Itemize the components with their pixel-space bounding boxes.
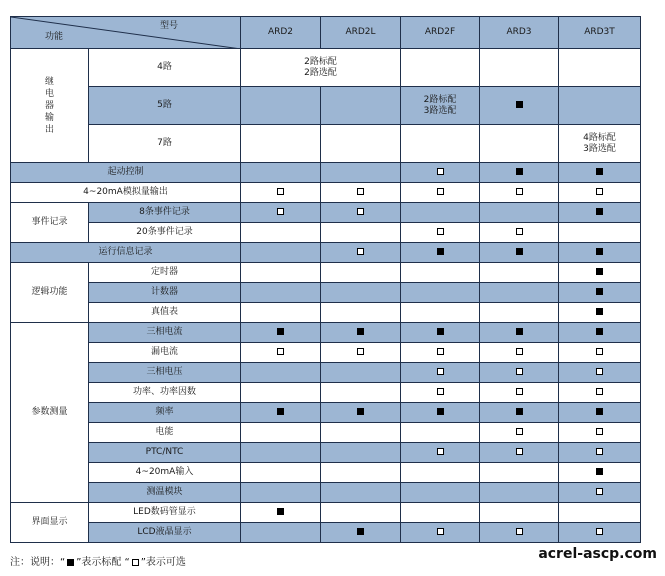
row-label: 4~20mA模拟量输出 (11, 183, 241, 203)
standard-mark-icon (516, 408, 523, 415)
cell-empty (241, 263, 321, 283)
cell-std (480, 163, 559, 183)
model-header: ARD2F (401, 17, 480, 49)
cell-std (559, 163, 641, 183)
model-header: ARD3 (480, 17, 559, 49)
optional-mark-icon (596, 388, 603, 395)
standard-mark-icon (277, 328, 284, 335)
cell-opt (401, 163, 480, 183)
standard-mark-icon (516, 328, 523, 335)
standard-mark-icon (516, 248, 523, 255)
row-label: 测温模块 (89, 483, 241, 503)
cell-empty (480, 203, 559, 223)
row-label: 漏电流 (89, 343, 241, 363)
cell-opt (321, 343, 401, 363)
note-mid: ”表示标配 “ (76, 557, 130, 568)
row-label: LCD液晶显示 (89, 523, 241, 543)
cell-empty (559, 49, 641, 87)
cell-opt (480, 343, 559, 363)
cell-std (559, 403, 641, 423)
optional-mark-icon (277, 348, 284, 355)
cell-empty (241, 163, 321, 183)
row-label: 三相电流 (89, 323, 241, 343)
standard-mark-icon (596, 328, 603, 335)
cell-empty (401, 463, 480, 483)
header-function-label: 功能 (45, 32, 64, 42)
cell-std (480, 243, 559, 263)
cell-empty (321, 303, 401, 323)
cell-std (480, 87, 559, 125)
cell-empty (241, 243, 321, 263)
cell-std (480, 403, 559, 423)
group-event: 事件记录 (11, 203, 89, 243)
cell-opt (321, 243, 401, 263)
cell-opt (559, 383, 641, 403)
standard-mark-icon (357, 528, 364, 535)
cell-empty (321, 383, 401, 403)
cell-std (559, 463, 641, 483)
row-label: 起动控制 (11, 163, 241, 183)
optional-mark-icon (437, 388, 444, 395)
standard-mark-icon (357, 328, 364, 335)
cell-empty (559, 87, 641, 125)
cell-empty (321, 163, 401, 183)
cell-empty (401, 49, 480, 87)
optional-mark-icon (277, 208, 284, 215)
standard-mark-icon (596, 268, 603, 275)
cell-empty (241, 283, 321, 303)
optional-mark-icon (596, 488, 603, 495)
row-label: 三相电压 (89, 363, 241, 383)
note-suffix: ”表示可选 (140, 557, 186, 568)
cell-empty (241, 463, 321, 483)
cell-opt (241, 343, 321, 363)
cell-opt (480, 363, 559, 383)
cell-empty (321, 363, 401, 383)
cell-opt (401, 523, 480, 543)
cell-empty (401, 203, 480, 223)
cell-empty (321, 283, 401, 303)
cell-empty (559, 223, 641, 243)
optional-mark-icon (437, 168, 444, 175)
relay7-ard3t-text: 4路标配 3路选配 (559, 125, 641, 163)
optional-mark-icon (437, 528, 444, 535)
optional-mark-icon (357, 208, 364, 215)
standard-mark-icon (596, 308, 603, 315)
cell-opt (559, 423, 641, 443)
optional-mark-icon (516, 448, 523, 455)
row-label: 真值表 (89, 303, 241, 323)
optional-mark-icon (437, 448, 444, 455)
optional-mark-icon (357, 248, 364, 255)
row-label: 8条事件记录 (89, 203, 241, 223)
cell-std (321, 323, 401, 343)
standard-mark-icon (357, 408, 364, 415)
cell-empty (321, 483, 401, 503)
cell-opt (241, 203, 321, 223)
cell-opt (480, 223, 559, 243)
standard-mark-icon (67, 559, 74, 566)
cell-empty (401, 283, 480, 303)
cell-std (559, 283, 641, 303)
optional-mark-icon (516, 528, 523, 535)
optional-mark-icon (277, 188, 284, 195)
cell-empty (241, 223, 321, 243)
optional-mark-icon (596, 368, 603, 375)
cell-empty (480, 483, 559, 503)
relay5-ard2f-text: 2路标配 3路选配 (401, 87, 480, 125)
row-label: 5路 (89, 87, 241, 125)
optional-mark-icon (437, 228, 444, 235)
cell-std (321, 403, 401, 423)
cell-std (559, 323, 641, 343)
cell-opt (321, 183, 401, 203)
optional-mark-icon (596, 428, 603, 435)
spec-table (10, 16, 641, 543)
cell-std (241, 403, 321, 423)
cell-empty (401, 303, 480, 323)
cell-opt (401, 383, 480, 403)
cell-empty (321, 423, 401, 443)
cell-empty (241, 483, 321, 503)
standard-mark-icon (277, 408, 284, 415)
optional-mark-icon (357, 188, 364, 195)
optional-mark-icon (437, 348, 444, 355)
standard-mark-icon (596, 288, 603, 295)
model-header: ARD2 (241, 17, 321, 49)
cell-empty (480, 283, 559, 303)
row-label: 运行信息记录 (11, 243, 241, 263)
relay4-ard2-text: 2路标配 2路选配 (241, 49, 401, 87)
optional-mark-icon (596, 188, 603, 195)
cell-empty (321, 223, 401, 243)
cell-empty (480, 503, 559, 523)
cell-opt (559, 183, 641, 203)
cell-opt (559, 343, 641, 363)
cell-std (559, 303, 641, 323)
model-header: ARD3T (559, 17, 641, 49)
cell-std (401, 403, 480, 423)
cell-empty (321, 263, 401, 283)
standard-mark-icon (596, 468, 603, 475)
cell-empty (401, 503, 480, 523)
standard-mark-icon (516, 101, 523, 108)
cell-empty (559, 503, 641, 523)
cell-std (401, 323, 480, 343)
cell-empty (480, 463, 559, 483)
cell-empty (321, 463, 401, 483)
row-label: 7路 (89, 125, 241, 163)
standard-mark-icon (516, 168, 523, 175)
cell-opt (401, 443, 480, 463)
cell-opt (480, 443, 559, 463)
row-label: 电能 (89, 423, 241, 443)
row-label: 20条事件记录 (89, 223, 241, 243)
cell-opt (480, 423, 559, 443)
group-relay: 继电器输出 (11, 49, 89, 163)
header-model-label: 型号 (159, 21, 178, 31)
cell-std (559, 203, 641, 223)
cell-empty (480, 263, 559, 283)
cell-std (401, 243, 480, 263)
cell-empty (241, 443, 321, 463)
optional-mark-icon (596, 448, 603, 455)
cell-empty (401, 263, 480, 283)
note-prefix: 注：说明：“ (10, 557, 66, 568)
cell-opt (401, 223, 480, 243)
cell-empty (480, 303, 559, 323)
standard-mark-icon (596, 168, 603, 175)
cell-empty (480, 49, 559, 87)
standard-mark-icon (437, 248, 444, 255)
group-measure: 参数测量 (11, 323, 89, 503)
row-label: 计数器 (89, 283, 241, 303)
cell-opt (321, 203, 401, 223)
cell-empty (241, 363, 321, 383)
cell-empty (241, 423, 321, 443)
cell-empty (321, 443, 401, 463)
standard-mark-icon (437, 328, 444, 335)
row-label: 定时器 (89, 263, 241, 283)
standard-mark-icon (596, 208, 603, 215)
cell-empty (321, 125, 401, 163)
optional-mark-icon (132, 559, 139, 566)
cell-std (241, 503, 321, 523)
row-label: PTC/NTC (89, 443, 241, 463)
optional-mark-icon (516, 348, 523, 355)
cell-opt (241, 183, 321, 203)
cell-empty (321, 87, 401, 125)
cell-empty (241, 303, 321, 323)
optional-mark-icon (516, 388, 523, 395)
optional-mark-icon (516, 188, 523, 195)
cell-empty (241, 523, 321, 543)
optional-mark-icon (357, 348, 364, 355)
cell-empty (321, 503, 401, 523)
cell-empty (480, 125, 559, 163)
model-header: ARD2L (321, 17, 401, 49)
cell-opt (559, 443, 641, 463)
row-label: 频率 (89, 403, 241, 423)
cell-empty (241, 383, 321, 403)
cell-opt (559, 523, 641, 543)
group-logic: 逻辑功能 (11, 263, 89, 323)
standard-mark-icon (596, 408, 603, 415)
cell-std (559, 263, 641, 283)
cell-opt (480, 183, 559, 203)
cell-empty (401, 423, 480, 443)
cell-opt (559, 363, 641, 383)
legend-note (10, 553, 186, 568)
optional-mark-icon (596, 528, 603, 535)
watermark: acrel-ascp.com (538, 546, 657, 562)
group-display: 界面显示 (11, 503, 89, 543)
optional-mark-icon (516, 228, 523, 235)
cell-opt (559, 483, 641, 503)
cell-std (241, 323, 321, 343)
cell-empty (401, 125, 480, 163)
cell-opt (401, 343, 480, 363)
header-corner (11, 17, 241, 49)
row-label: 功率、功率因数 (89, 383, 241, 403)
cell-std (559, 243, 641, 263)
standard-mark-icon (437, 408, 444, 415)
row-label: LED数码管显示 (89, 503, 241, 523)
cell-opt (480, 523, 559, 543)
cell-std (480, 323, 559, 343)
optional-mark-icon (516, 428, 523, 435)
optional-mark-icon (596, 348, 603, 355)
cell-opt (401, 183, 480, 203)
optional-mark-icon (437, 368, 444, 375)
cell-std (321, 523, 401, 543)
cell-empty (241, 125, 321, 163)
optional-mark-icon (437, 188, 444, 195)
optional-mark-icon (516, 368, 523, 375)
cell-empty (401, 483, 480, 503)
standard-mark-icon (277, 508, 284, 515)
cell-empty (241, 87, 321, 125)
cell-opt (401, 363, 480, 383)
standard-mark-icon (596, 248, 603, 255)
row-label: 4~20mA输入 (89, 463, 241, 483)
cell-opt (480, 383, 559, 403)
row-label: 4路 (89, 49, 241, 87)
